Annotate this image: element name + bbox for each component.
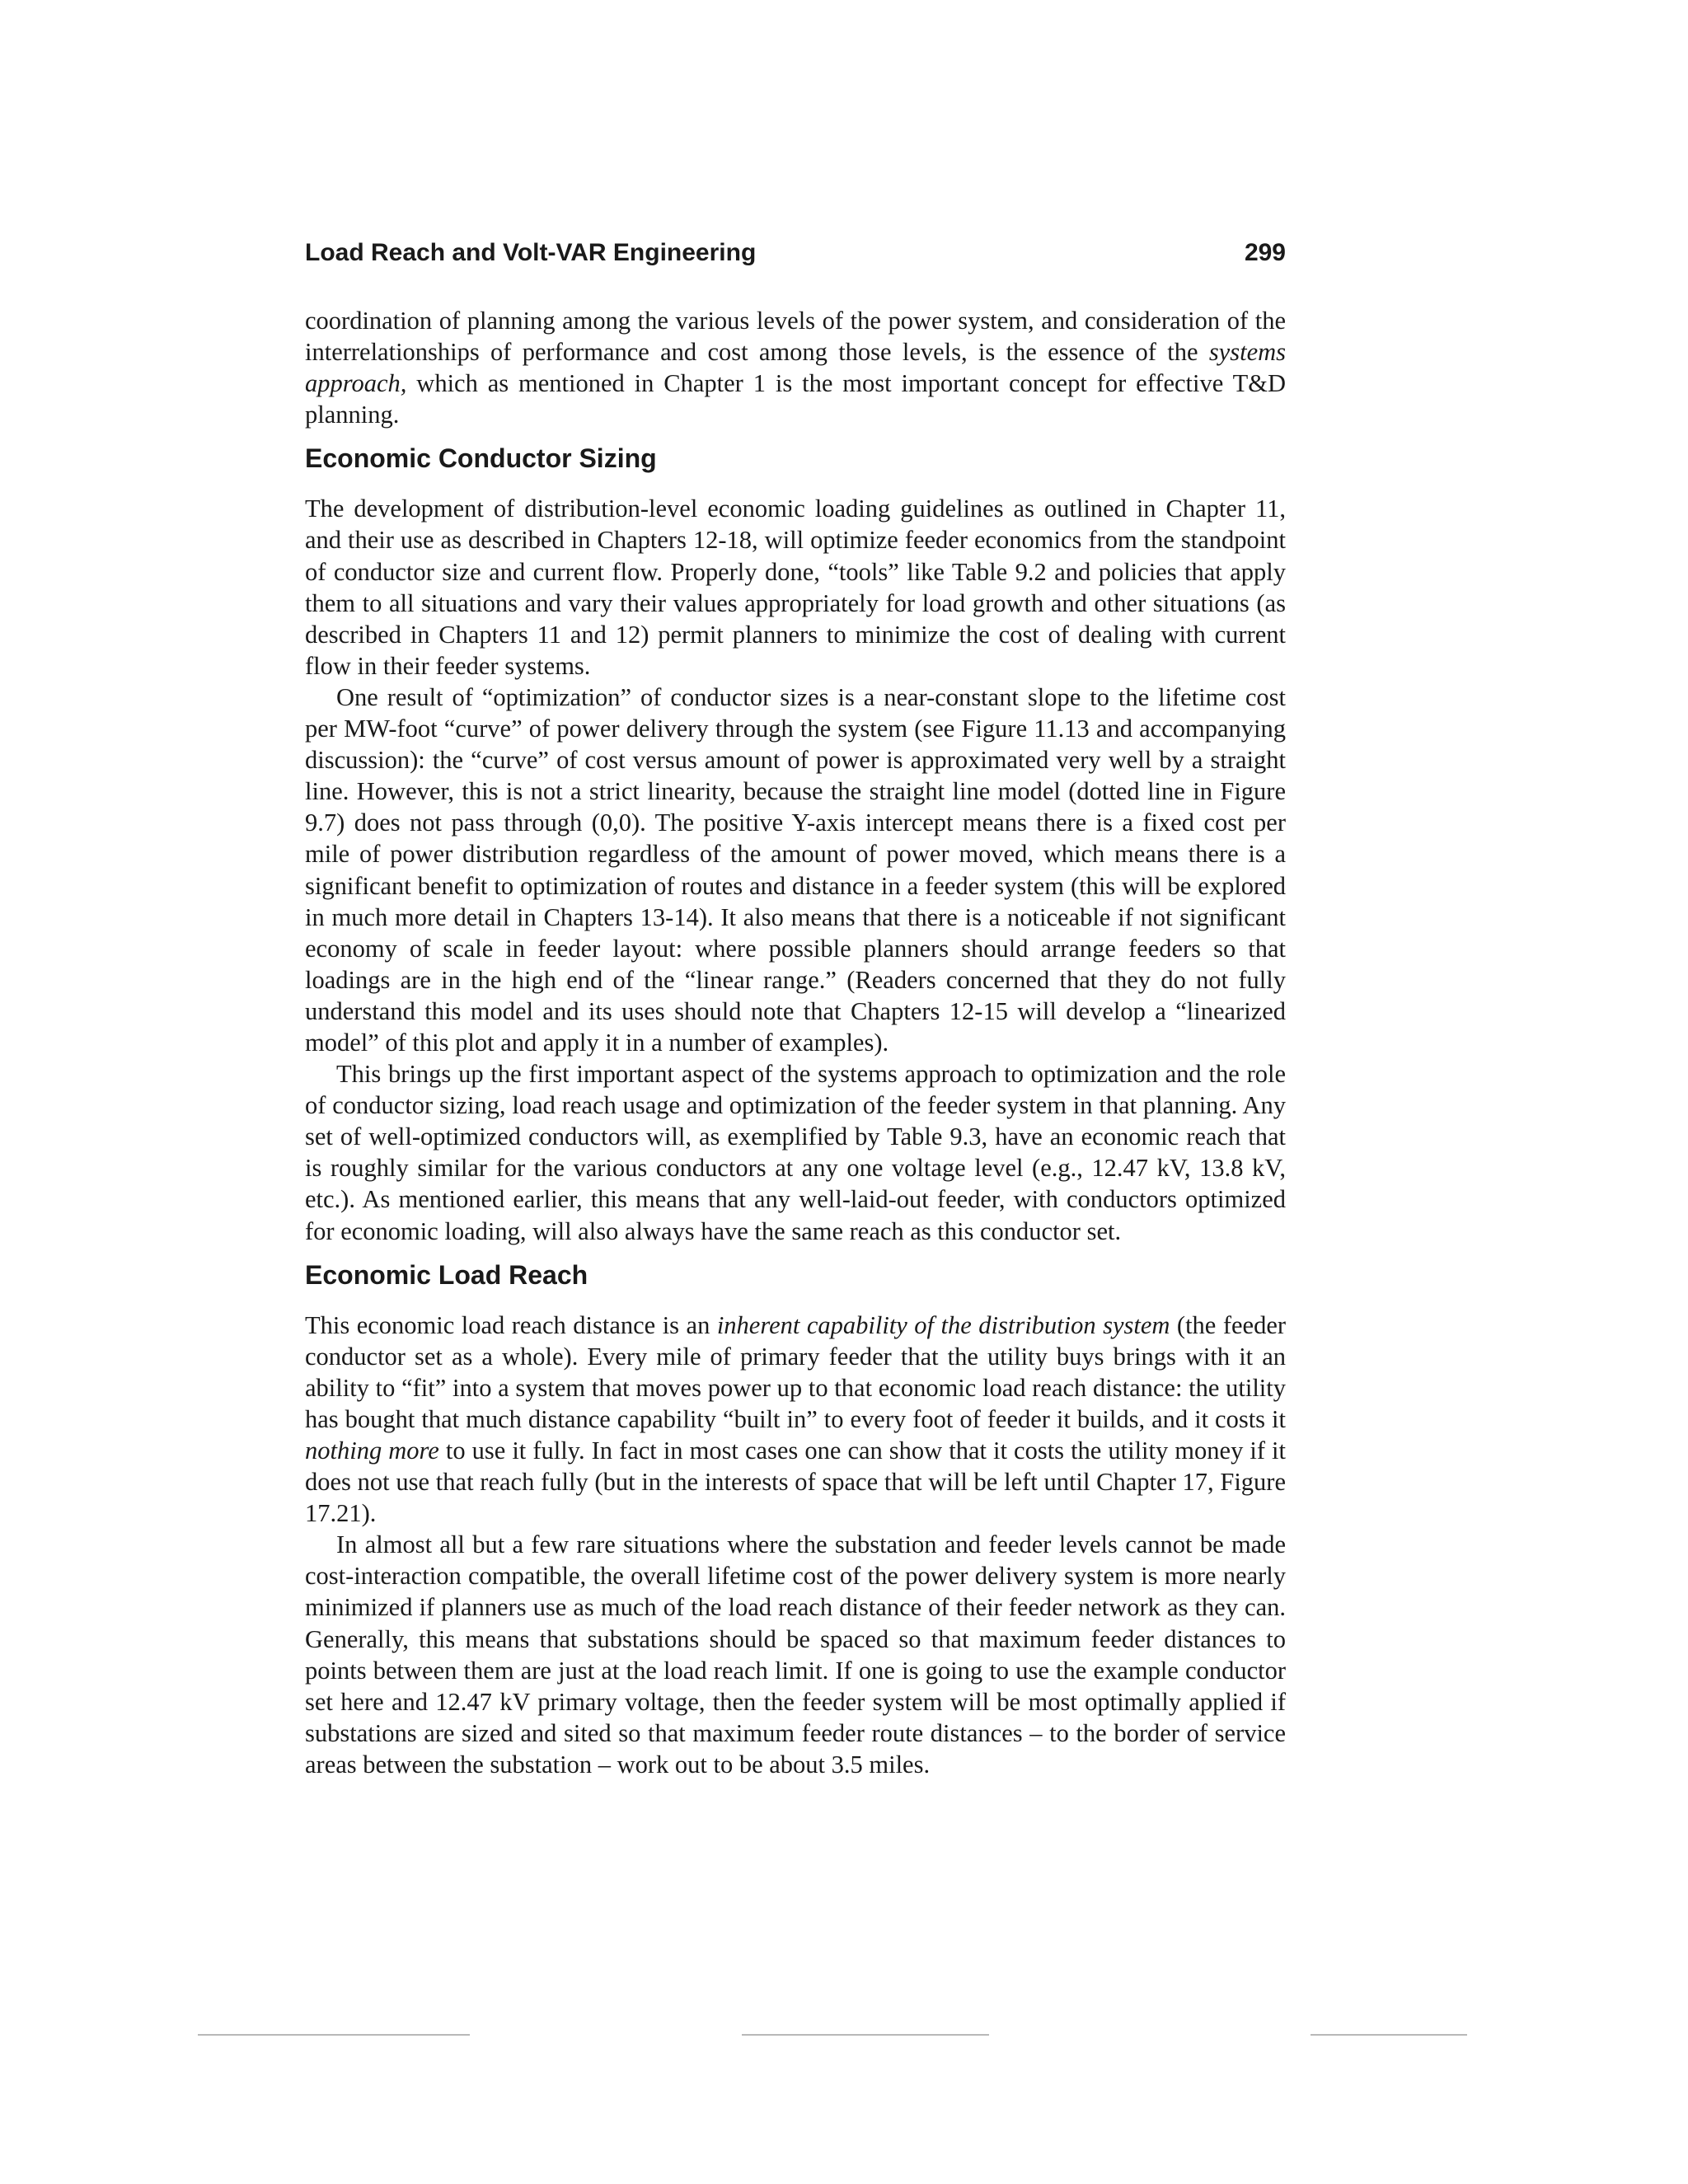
scan-mark — [742, 2034, 989, 2036]
paragraph-5-emphasis-2: nothing more — [305, 1436, 439, 1465]
scan-mark — [1311, 2034, 1467, 2036]
running-header — [305, 239, 1286, 267]
paragraph-1-text-b: which as mentioned in Chapter 1 is the most important concept for effective T&D planning. — [305, 369, 1286, 429]
paragraph-3: One result of “optimization” of conductor sizes is a near-constant slope to the lifetime cost per MW-foot “curve” of power delivery through the system (see Figure 11.13 and accompanying discussion): the “curve” of cost versus amount of power is approximated very well by a straight line. However, this is not a strict linearity, because the straight line model (dotted line in Figure 9.7) does not pass through (0,0). The positive Y-axis intercept means there is a fixed cost per mile of power distribution regardless of the amount of power moved, which means there is a significant benefit to optimization of routes and distance in a feeder system (this will be explored in much more detail in Chapters 13-14). It also means that there is a noticeable if not significant economy of scale in feeder layout: where possible planners should arrange feeders so that loadings are in the high end of the “linear range.” (Readers concerned that they do not fully understand this model and its uses should note that Chapters 12-15 will develop a “linearized model” of this plot and apply it in a number of examples). — [305, 682, 1286, 1057]
document-page — [305, 239, 1286, 1780]
paragraph-6: In almost all but a few rare situations where the substation and feeder levels cannot be made cost-interaction compatible, the overall lifetime cost of the power delivery system is more nearly minimized if planners use as much of the load reach distance of their feeder network as they can. Generally, this means that substations should be spaced so that maximum feeder distances to points between them are just at the load reach limit. If one is going to use the example conductor set here and 12.47 kV primary voltage, then the feeder system will be most optimally applied if substations are sized and sited so that maximum feeder route distances – to the border of service areas between the substation – work out to be about 3.5 miles. — [305, 1530, 1286, 1779]
paragraph-5 — [305, 1310, 1286, 1530]
paragraph-1-text-a: coordination of planning among the various levels of the power system, and consideration of the interrelationships of performance and cost among those levels, is the essence of the — [305, 307, 1286, 367]
paragraph-5-text-c: to use it fully. In fact in most cases one can show that it costs the utility money if it does not use that reach fully (but in the interests of space that will be left until Chapter 17, Figure 17.21). — [305, 1436, 1286, 1528]
paragraph-5-text-b: (the feeder conductor set as a whole). Every mile of primary feeder that the utility buys brings with it an ability to “fit” into a system that moves power up to that economic load reach distance: the utility has bought that much distance capability “built in” to every foot of feeder it builds, and it costs it — [305, 1310, 1287, 1433]
section-heading-economic-load-reach: Economic Load Reach — [305, 1259, 588, 1290]
scan-mark — [198, 2034, 470, 2036]
page-number: 299 — [1244, 239, 1286, 266]
paragraph-2: The development of distribution-level economic loading guidelines as outlined in Chapter 11, and their use as described in Chapters 12-18, will optimize feeder economics from the standpoint of conductor size and current flow. Properly done, “tools” like Table 9.2 and policies that apply them to all situations and vary their values appropriately for load growth and other situations (as described in Chapters 11 and 12) permit planners to minimize the cost of dealing with current flow in their feeder systems. — [305, 494, 1286, 680]
section-heading-economic-conductor-sizing: Economic Conductor Sizing — [305, 443, 657, 474]
scan-artifact-marks — [0, 2034, 1688, 2039]
running-title: Load Reach and Volt-VAR Engineering — [305, 239, 757, 266]
paragraph-1 — [305, 305, 1286, 430]
paragraph-5-text-a: This economic load reach distance is an — [305, 1310, 717, 1339]
body-text — [305, 305, 1286, 1780]
paragraph-5-emphasis-1: inherent capability of the distribution system — [716, 1310, 1170, 1339]
paragraph-1-emphasis: systems approach, — [305, 338, 1286, 398]
paragraph-4: This brings up the first important aspect of the systems approach to optimization and the role of conductor sizing, load reach usage and optimization of the feeder system in that planning. Any set of well-optimized conductors will, as exemplified by Table 9.3, have an economic reach that is roughly similar for the various conductors at any one voltage level (e.g., 12.47 kV, 13.8 kV, etc.). As mentioned earlier, this means that any well-laid-out feeder, with conductors optimized for economic loading, will also always have the same reach as this conductor set. — [305, 1060, 1286, 1245]
